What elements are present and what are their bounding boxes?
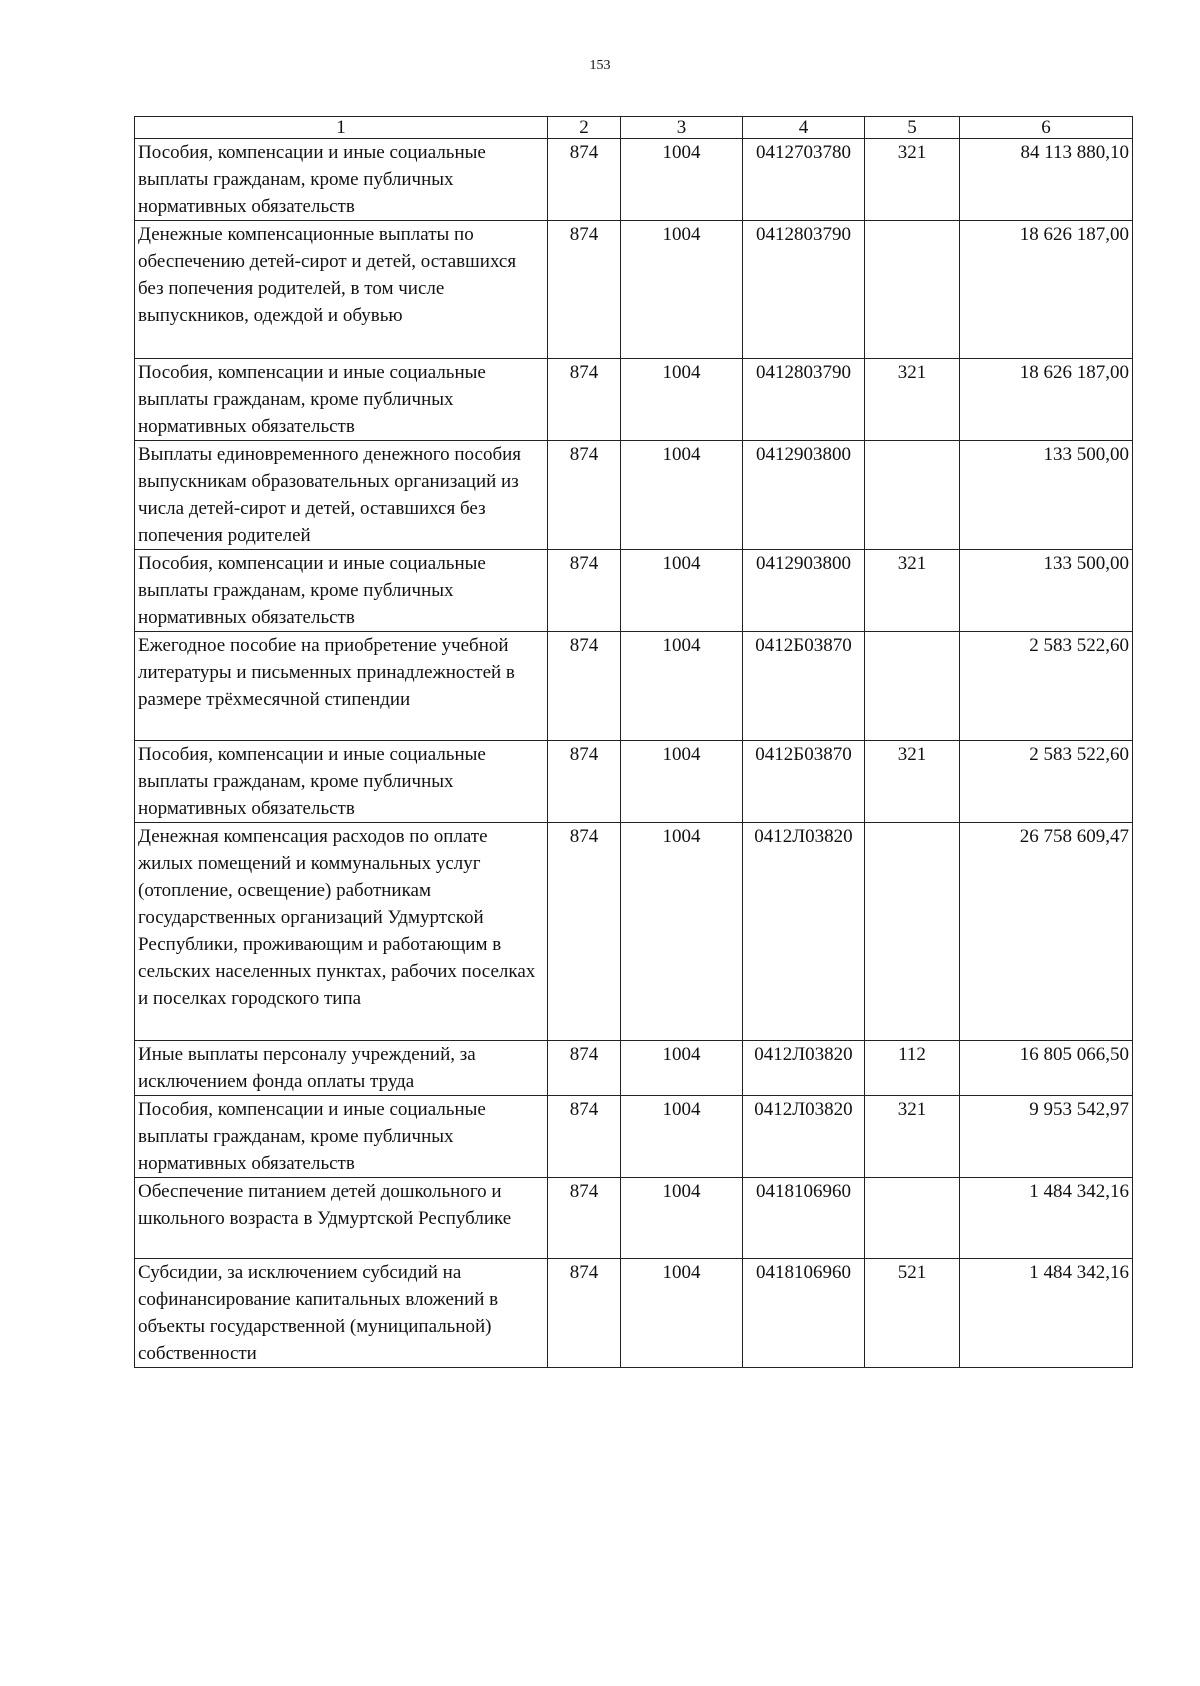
row-cell xyxy=(865,823,960,1041)
row-cell: 0412703780 xyxy=(743,139,865,221)
row-cell: 1004 xyxy=(621,1259,743,1368)
row-cell: 1004 xyxy=(621,741,743,823)
row-cell: 0412Л03820 xyxy=(743,823,865,1041)
table-row xyxy=(135,359,1133,441)
row-cell: 874 xyxy=(548,1096,621,1178)
row-amount-cell: 2 583 522,60 xyxy=(960,741,1133,823)
header-cell: 2 xyxy=(548,117,621,139)
row-name-cell: Субсидии, за исключением субсидий на софинансирование капитальных вложений в объекты государственной (муниципальной) собственности xyxy=(135,1259,548,1368)
row-name-cell: Денежные компенсационные выплаты по обеспечению детей-сирот и детей, оставшихся без попечения родителей, в том числе выпускников, одеждой и обувью xyxy=(135,221,548,359)
row-amount-cell: 84 113 880,10 xyxy=(960,139,1133,221)
row-cell: 1004 xyxy=(621,1178,743,1259)
row-cell: 874 xyxy=(548,823,621,1041)
table-row xyxy=(135,1178,1133,1259)
row-cell: 874 xyxy=(548,1259,621,1368)
row-cell: 321 xyxy=(865,1096,960,1178)
row-cell: 874 xyxy=(548,550,621,632)
row-cell: 521 xyxy=(865,1259,960,1368)
table-row xyxy=(135,441,1133,550)
row-cell: 1004 xyxy=(621,139,743,221)
row-name-cell: Иные выплаты персоналу учреждений, за исключением фонда оплаты труда xyxy=(135,1041,548,1096)
row-cell: 1004 xyxy=(621,1096,743,1178)
row-cell: 0412903800 xyxy=(743,441,865,550)
table-row xyxy=(135,1259,1133,1368)
header-cell: 6 xyxy=(960,117,1133,139)
row-amount-cell: 18 626 187,00 xyxy=(960,221,1133,359)
row-cell: 874 xyxy=(548,359,621,441)
row-cell: 874 xyxy=(548,632,621,741)
row-cell: 0412Л03820 xyxy=(743,1096,865,1178)
table-row xyxy=(135,139,1133,221)
row-cell: 874 xyxy=(548,441,621,550)
row-cell xyxy=(865,1178,960,1259)
table-header-row xyxy=(135,117,1133,139)
table-row xyxy=(135,741,1133,823)
row-cell: 321 xyxy=(865,550,960,632)
row-cell xyxy=(865,632,960,741)
row-amount-cell: 1 484 342,16 xyxy=(960,1178,1133,1259)
row-cell: 1004 xyxy=(621,221,743,359)
row-cell: 0418106960 xyxy=(743,1259,865,1368)
row-cell xyxy=(865,221,960,359)
row-amount-cell: 9 953 542,97 xyxy=(960,1096,1133,1178)
row-cell: 321 xyxy=(865,359,960,441)
row-name-cell: Обеспечение питанием детей дошкольного и школьного возраста в Удмуртской Республике xyxy=(135,1178,548,1259)
row-name-cell: Ежегодное пособие на приобретение учебной литературы и письменных принадлежностей в размере трёхмесячной стипендии xyxy=(135,632,548,741)
row-amount-cell: 2 583 522,60 xyxy=(960,632,1133,741)
row-cell: 1004 xyxy=(621,823,743,1041)
row-cell: 874 xyxy=(548,221,621,359)
row-cell: 0412Б03870 xyxy=(743,632,865,741)
budget-table xyxy=(134,116,1133,1368)
row-name-cell: Выплаты единовременного денежного пособия выпускникам образовательных организаций из числа детей-сирот и детей, оставшихся без попечения родителей xyxy=(135,441,548,550)
row-name-cell: Пособия, компенсации и иные социальные выплаты гражданам, кроме публичных нормативных обязательств xyxy=(135,741,548,823)
row-cell: 112 xyxy=(865,1041,960,1096)
header-cell: 4 xyxy=(743,117,865,139)
row-name-cell: Пособия, компенсации и иные социальные выплаты гражданам, кроме публичных нормативных обязательств xyxy=(135,359,548,441)
table-row xyxy=(135,823,1133,1041)
row-cell: 1004 xyxy=(621,359,743,441)
row-amount-cell: 26 758 609,47 xyxy=(960,823,1133,1041)
header-cell: 5 xyxy=(865,117,960,139)
row-name-cell: Пособия, компенсации и иные социальные выплаты гражданам, кроме публичных нормативных обязательств xyxy=(135,1096,548,1178)
row-cell: 1004 xyxy=(621,632,743,741)
row-cell: 874 xyxy=(548,741,621,823)
row-cell: 0412803790 xyxy=(743,359,865,441)
row-cell: 321 xyxy=(865,139,960,221)
row-cell: 874 xyxy=(548,1178,621,1259)
header-cell: 3 xyxy=(621,117,743,139)
table-row xyxy=(135,1041,1133,1096)
row-name-cell: Денежная компенсация расходов по оплате жилых помещений и коммунальных услуг (отопление, освещение) работникам государственных организаций Удмуртской Республики, проживающим и работающим в сельских населенных пунктах, рабочих поселках и поселках городского типа xyxy=(135,823,548,1041)
table-row xyxy=(135,221,1133,359)
table-row xyxy=(135,632,1133,741)
row-name-cell: Пособия, компенсации и иные социальные выплаты гражданам, кроме публичных нормативных обязательств xyxy=(135,139,548,221)
row-amount-cell: 18 626 187,00 xyxy=(960,359,1133,441)
row-cell: 0418106960 xyxy=(743,1178,865,1259)
row-cell: 1004 xyxy=(621,441,743,550)
row-cell: 321 xyxy=(865,741,960,823)
row-cell: 874 xyxy=(548,139,621,221)
row-cell: 1004 xyxy=(621,550,743,632)
header-cell: 1 xyxy=(135,117,548,139)
row-cell: 1004 xyxy=(621,1041,743,1096)
row-cell: 0412Б03870 xyxy=(743,741,865,823)
table-row xyxy=(135,550,1133,632)
page-number: 153 xyxy=(589,58,611,73)
row-amount-cell: 133 500,00 xyxy=(960,550,1133,632)
row-amount-cell: 133 500,00 xyxy=(960,441,1133,550)
table-row xyxy=(135,1096,1133,1178)
row-cell: 0412903800 xyxy=(743,550,865,632)
row-cell: 0412803790 xyxy=(743,221,865,359)
row-name-cell: Пособия, компенсации и иные социальные выплаты гражданам, кроме публичных нормативных обязательств xyxy=(135,550,548,632)
row-cell: 874 xyxy=(548,1041,621,1096)
row-cell xyxy=(865,441,960,550)
row-amount-cell: 1 484 342,16 xyxy=(960,1259,1133,1368)
row-amount-cell: 16 805 066,50 xyxy=(960,1041,1133,1096)
row-cell: 0412Л03820 xyxy=(743,1041,865,1096)
